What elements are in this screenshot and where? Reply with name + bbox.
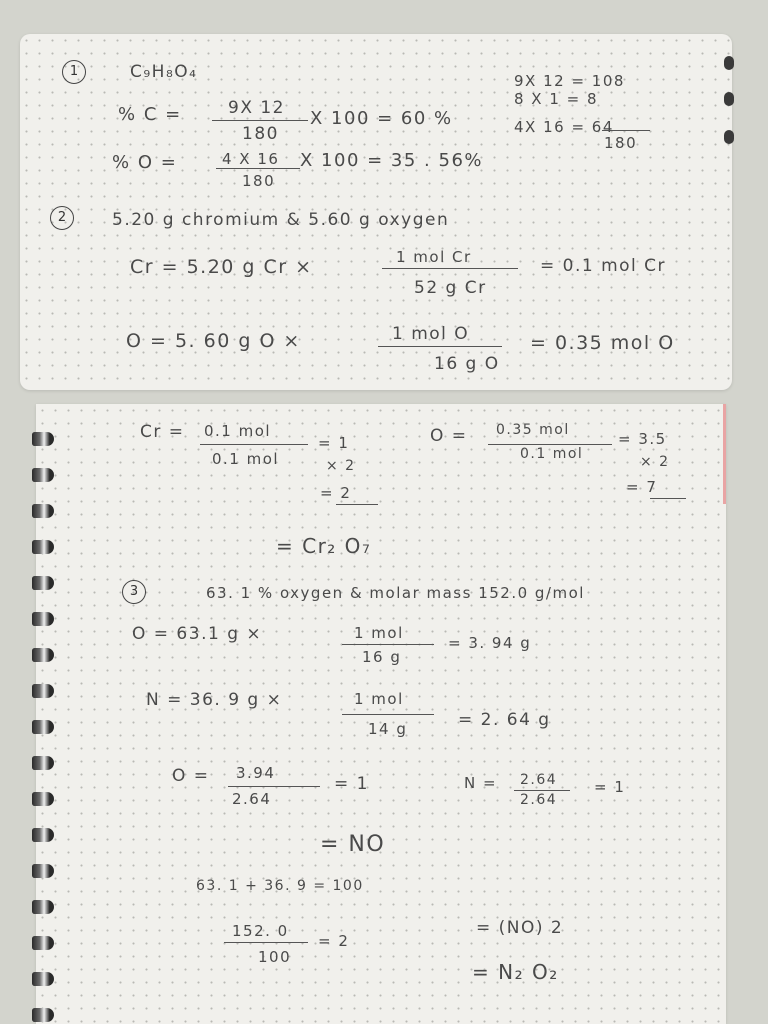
fraction-bar <box>228 786 320 787</box>
ratio-o-eq1: = 3.5 <box>618 430 667 448</box>
spiral-ring <box>32 648 54 662</box>
ratio-formula: = Cr₂ O₇ <box>276 534 372 558</box>
spiral-ring <box>32 612 54 626</box>
q1-calc-line-2: 8 X 1 = 8 <box>514 90 599 108</box>
margin-line <box>723 404 726 504</box>
notebook-page-bottom <box>36 404 726 1024</box>
ratio-cr-eq2: × 2 <box>326 458 356 474</box>
q2-o-denominator: 16 g O <box>434 354 500 374</box>
q1-percent-c-result: X 100 = 60 % <box>310 108 453 129</box>
sum-bar <box>602 130 650 131</box>
q3-molecular-formula-1: = (NO) 2 <box>476 918 564 938</box>
ratio-cr-eq3: = 2 <box>320 484 352 502</box>
q3-mm-numerator: 152. 0 <box>232 922 289 940</box>
q2-cr-numerator: 1 mol Cr <box>396 248 472 266</box>
q2-statement: 5.20 g chromium & 5.60 g oxygen <box>112 210 450 230</box>
q1-calc-line-1: 9X 12 = 108 <box>514 72 625 90</box>
q1-percent-c-denominator: 180 <box>242 124 279 144</box>
q1-calc-line-3: 4X 16 = 64 <box>514 118 614 136</box>
q3-o-numerator: 1 mol <box>354 624 404 642</box>
underline <box>650 498 686 499</box>
q3-empirical-formula: = NO <box>320 832 386 857</box>
spiral-ring <box>32 900 54 914</box>
question-number-2: 2 <box>50 206 74 230</box>
q3-n-numerator: 1 mol <box>354 690 404 708</box>
spiral-ring <box>32 1008 54 1022</box>
q3-o-ratio-label: O = <box>172 766 210 786</box>
fraction-bar <box>342 644 434 645</box>
spiral-ring <box>32 756 54 770</box>
q3-molecular-formula-2: = N₂ O₂ <box>472 960 559 984</box>
q1-percent-o-numerator: 4 X 16 <box>222 150 280 168</box>
spiral-ring <box>32 504 54 518</box>
q3-o-ratio-result: = 1 <box>334 774 369 794</box>
q3-n-denominator: 14 g <box>368 720 408 738</box>
q3-mm-result: = 2 <box>318 932 350 950</box>
spiral-ring <box>32 468 54 482</box>
q2-o-result: = 0.35 mol O <box>530 332 675 354</box>
binder-hole <box>724 92 734 106</box>
fraction-bar <box>342 714 434 715</box>
question-number-3: 3 <box>122 580 146 604</box>
question-number-1: 1 <box>62 60 86 84</box>
underline <box>336 504 378 505</box>
fraction-bar <box>378 346 502 347</box>
q3-o-ratio-denominator: 2.64 <box>232 790 272 808</box>
fraction-bar <box>212 120 308 121</box>
spiral-ring <box>32 828 54 842</box>
spiral-ring <box>32 576 54 590</box>
q3-n-ratio-denominator: 2.64 <box>520 792 558 808</box>
q1-calc-total: 180 <box>604 134 638 152</box>
ratio-o-numerator: 0.35 mol <box>496 422 570 438</box>
binder-hole <box>724 56 734 70</box>
binder-hole <box>724 130 734 144</box>
q3-n-ratio-numerator: 2.64 <box>520 772 558 788</box>
q3-o-ratio-numerator: 3.94 <box>236 764 276 782</box>
q3-mm-denominator: 100 <box>258 948 292 966</box>
q1-percent-o-result: X 100 = 35 . 56% <box>300 150 484 171</box>
ratio-o-label: O = <box>430 426 468 446</box>
ratio-cr-numerator: 0.1 mol <box>204 422 272 440</box>
q3-n-ratio-result: = 1 <box>594 778 626 796</box>
q2-o-label: O = 5. 60 g O × <box>126 330 301 352</box>
fraction-bar <box>488 444 612 445</box>
fraction-bar <box>200 444 308 445</box>
q1-percent-o-label: % O = <box>112 152 178 173</box>
fraction-bar <box>514 790 570 791</box>
q1-formula: C₉H₈O₄ <box>130 62 198 82</box>
spiral-ring <box>32 684 54 698</box>
spiral-ring <box>32 720 54 734</box>
ratio-o-eq3: = 7 <box>626 478 658 496</box>
ratio-o-denominator: 0.1 mol <box>520 446 584 462</box>
q3-n-ratio-label: N = <box>464 774 498 792</box>
fraction-bar <box>382 268 518 269</box>
ratio-cr-denominator: 0.1 mol <box>212 450 280 468</box>
q3-sum-line: 63. 1 + 36. 9 = 100 <box>196 878 364 894</box>
q1-percent-o-denominator: 180 <box>242 172 276 190</box>
q3-o-denominator: 16 g <box>362 648 402 666</box>
q2-cr-denominator: 52 g Cr <box>414 278 487 298</box>
q1-percent-c-numerator: 9X 12 <box>228 98 285 118</box>
q1-percent-c-label: % C = <box>118 104 182 125</box>
q3-o-label: O = 63.1 g × <box>132 624 263 644</box>
q3-n-label: N = 36. 9 g × <box>146 690 283 710</box>
ratio-o-eq2: × 2 <box>640 454 670 470</box>
q2-cr-label: Cr = 5.20 g Cr × <box>130 256 313 278</box>
spiral-ring <box>32 972 54 986</box>
q3-o-result: = 3. 94 g <box>448 634 532 652</box>
spiral-ring <box>32 864 54 878</box>
q2-cr-result: = 0.1 mol Cr <box>540 256 667 276</box>
ratio-cr-eq1: = 1 <box>318 434 350 452</box>
fraction-bar <box>224 942 308 943</box>
fraction-bar <box>216 168 300 169</box>
q2-o-numerator: 1 mol O <box>392 324 470 344</box>
notebook-page-top <box>20 34 732 390</box>
q3-n-result: = 2. 64 g <box>458 710 551 730</box>
spiral-ring <box>32 792 54 806</box>
q3-statement: 63. 1 % oxygen & molar mass 152.0 g/mol <box>206 584 585 602</box>
spiral-ring <box>32 540 54 554</box>
ratio-cr-label: Cr = <box>140 422 185 442</box>
spiral-ring <box>32 432 54 446</box>
spiral-ring <box>32 936 54 950</box>
